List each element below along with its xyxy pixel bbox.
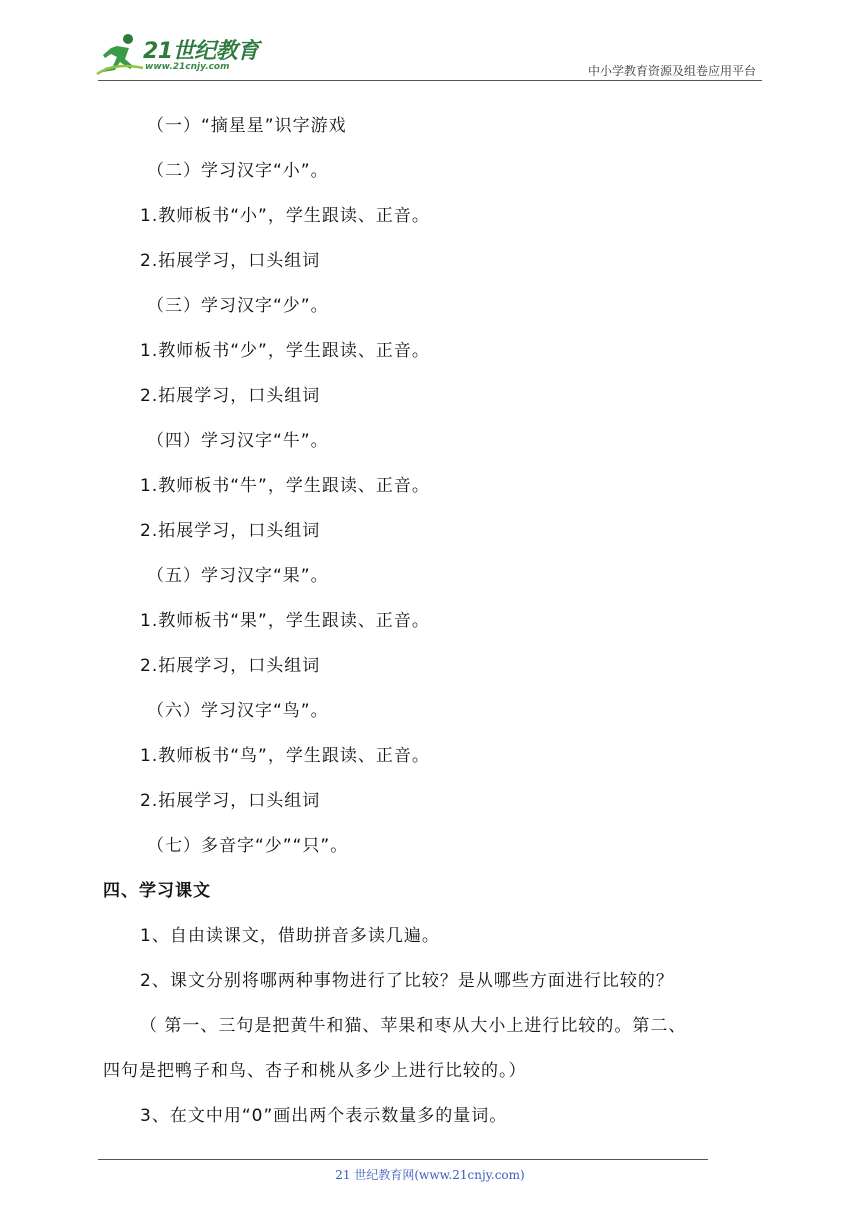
running-figure-icon — [95, 32, 145, 76]
paragraph-line: 1、自由读课文，借助拼音多读几遍。 — [140, 926, 440, 946]
step-line: 2.拓展学习，口头组词 — [140, 386, 321, 406]
header-tagline: 中小学教育资源及组卷应用平台 — [587, 64, 756, 78]
step-line: 1.教师板书“小”，学生跟读、正音。 — [140, 206, 430, 226]
section-heading: （七）多音字“少”“只”。 — [147, 836, 349, 856]
section-heading: （四）学习汉字“牛”。 — [147, 431, 329, 451]
logo-name: 21世纪教育 — [143, 39, 259, 64]
step-line: 1.教师板书“果”，学生跟读、正音。 — [140, 611, 430, 631]
paragraph-line: 3、在文中用“0”画出两个表示数量多的量词。 — [140, 1106, 508, 1126]
site-logo[interactable] — [95, 30, 265, 78]
section-heading: （二）学习汉字“小”。 — [147, 161, 329, 181]
paragraph-line: 2、课文分别将哪两种事物进行了比较？是从哪些方面进行比较的？ — [140, 971, 674, 991]
step-line: 2.拓展学习，口头组词 — [140, 791, 321, 811]
step-line: 1.教师板书“鸟”，学生跟读、正音。 — [140, 746, 430, 766]
footer-link[interactable]: 21 世纪教育网(www.21cnjy.com) — [335, 1168, 525, 1182]
chapter-heading: 四、学习课文 — [103, 881, 211, 901]
paragraph-line: 四句是把鸭子和鸟、杏子和桃从多少上进行比较的。） — [103, 1061, 527, 1081]
section-heading: （一）“摘星星”识字游戏 — [147, 116, 347, 136]
step-line: 2.拓展学习，口头组词 — [140, 521, 321, 541]
header-divider — [98, 80, 762, 81]
step-line: 1.教师板书“少”，学生跟读、正音。 — [140, 341, 430, 361]
step-line: 2.拓展学习，口头组词 — [140, 656, 321, 676]
step-line: 1.教师板书“牛”，学生跟读、正音。 — [140, 476, 430, 496]
section-heading: （三）学习汉字“少”。 — [147, 296, 329, 316]
step-line: 2.拓展学习，口头组词 — [140, 251, 321, 271]
logo-url: www.21cnjy.com — [145, 62, 230, 72]
section-heading: （六）学习汉字“鸟”。 — [147, 701, 329, 721]
footer-divider — [98, 1159, 708, 1160]
page-header — [0, 0, 860, 90]
section-heading: （五）学习汉字“果”。 — [147, 566, 329, 586]
paragraph-line: （ 第一、三句是把黄牛和猫、苹果和枣从大小上进行比较的。第二、 — [140, 1016, 687, 1036]
